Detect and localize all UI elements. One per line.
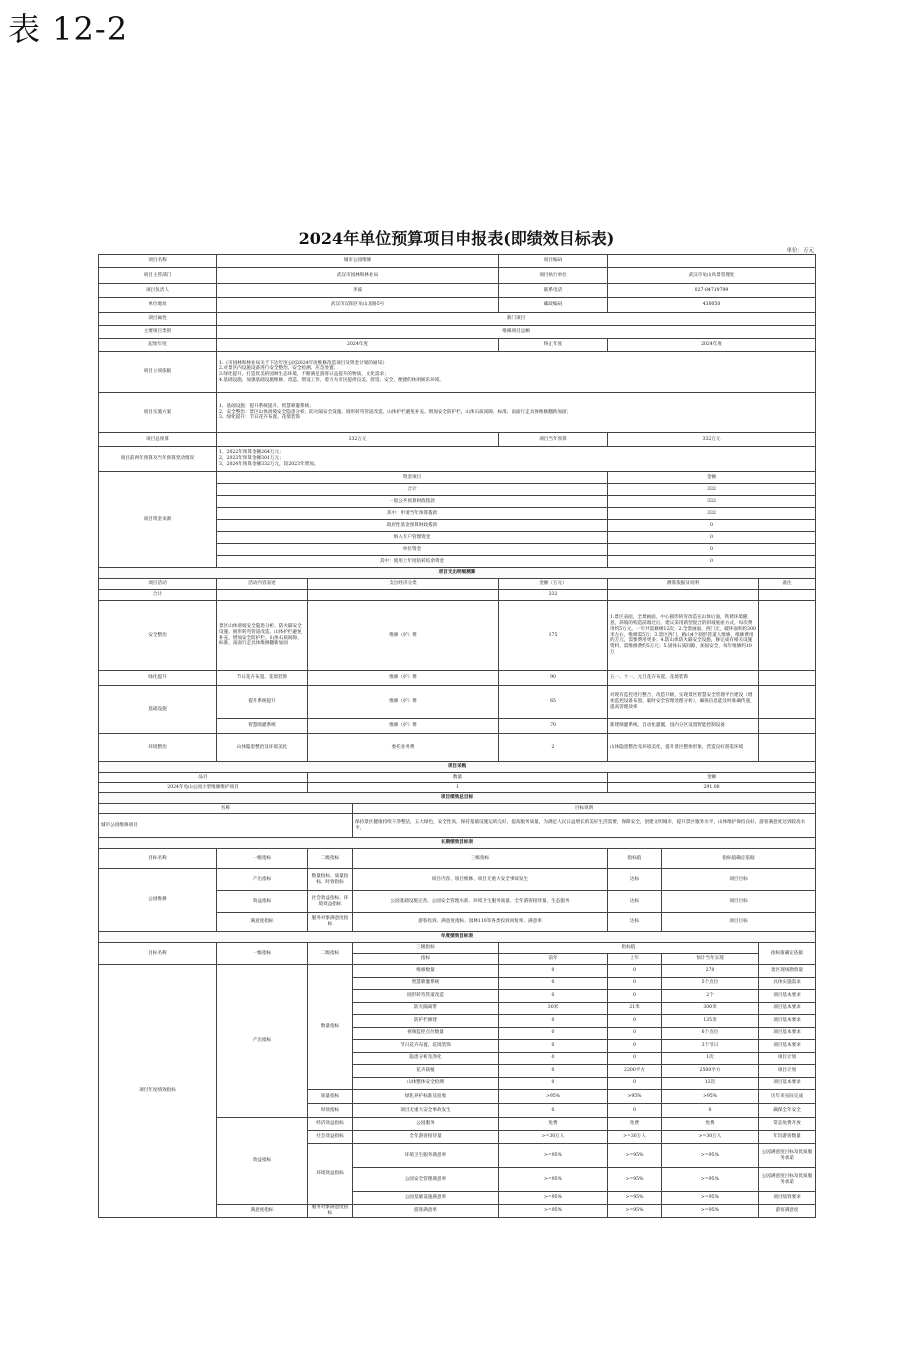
label: 项目名称 <box>99 255 217 268</box>
section-heading <box>99 793 816 804</box>
basis: 景区现场勘察量 <box>759 965 816 978</box>
header: 目标说明 <box>353 804 816 814</box>
level1: 产出指标 <box>217 869 308 891</box>
prev1: 0 <box>608 1015 662 1028</box>
prev1: >=30万人 <box>608 1131 662 1144</box>
amount: 0 <box>608 556 816 568</box>
metric: 花卉栽植 <box>353 1065 499 1078</box>
header: 指标值 <box>608 849 662 869</box>
product-header <box>99 773 816 783</box>
header: 名称 <box>99 804 353 814</box>
value <box>608 255 816 268</box>
metric: 防护栏修建 <box>353 1015 499 1028</box>
level2: 时效指标 <box>308 1104 353 1118</box>
basis: 项目目标 <box>662 913 816 932</box>
basis: 公园满意度目标及优质服务承诺 <box>759 1168 816 1192</box>
prev1: 0 <box>608 1027 662 1040</box>
section-title: 长期绩效目标表 <box>99 838 816 849</box>
item: 政府性基金预算财政拨款 <box>217 520 608 532</box>
basis: 项目目标 <box>662 891 816 913</box>
header: 数量 <box>308 773 608 783</box>
current: >=95% <box>662 1168 759 1192</box>
value: 李波 <box>217 284 499 298</box>
dept-row <box>99 326 816 339</box>
prev2: 0 <box>499 977 608 990</box>
basis: 具体实施需求 <box>759 977 816 990</box>
detail-row <box>99 686 816 719</box>
longterm-row <box>99 869 816 891</box>
level3: 公园基础设施完善、公园安全管理水准、环境卫生服务质量、全年游客接待量、生态服务 <box>353 891 608 913</box>
level2: 服务对象满意度指标 <box>308 1205 353 1218</box>
line: 3、绿化提升：节日花卉布置、花境装饰 <box>219 415 301 421</box>
section-heading <box>99 762 816 773</box>
value: 达标 <box>608 913 662 932</box>
prev1: >=95% <box>608 1192 662 1205</box>
prev1: 0 <box>608 1104 662 1118</box>
current: >=95% <box>662 1205 759 1218</box>
header: 三级指标 <box>353 943 499 954</box>
metric: 绿化养护标准及验收 <box>353 1090 499 1104</box>
prev1: >=95% <box>608 1144 662 1168</box>
current: 0 <box>662 1104 759 1118</box>
amount: 70 <box>499 719 608 734</box>
header: 上年 <box>608 954 662 965</box>
header: 二级指标 <box>308 943 353 965</box>
value: 2024年度 <box>217 339 499 352</box>
basis: 历年来实际完成 <box>759 1090 816 1104</box>
level2: 服务对象满意度指标 <box>308 913 353 932</box>
prev2: 0 <box>499 1052 608 1065</box>
current: 270 <box>662 965 759 978</box>
annual-row <box>99 965 816 978</box>
value: 武汉市汉阳区龟山北路5号 <box>217 298 499 313</box>
prev1: 2200平方 <box>608 1065 662 1078</box>
header: 备注 <box>759 579 816 590</box>
basis: 确保全年安全 <box>759 1104 816 1118</box>
activity: 绿化提升 <box>99 671 217 686</box>
prev2: 0 <box>499 1015 608 1028</box>
item: 其中：使用上年度结转结余资金 <box>217 556 608 568</box>
level1: 满意度指标 <box>217 1205 308 1218</box>
current: >=95% <box>662 1192 759 1205</box>
plan-text <box>217 393 816 433</box>
header: 指标值确定依据 <box>759 943 816 965</box>
basis: 游客满意度 <box>759 1205 816 1218</box>
amount: 0 <box>608 544 816 556</box>
annual-header <box>99 943 816 954</box>
name: 城市公园维修项目 <box>99 814 353 838</box>
overview-row <box>99 352 816 393</box>
prev1: 0 <box>608 965 662 978</box>
amount: 0 <box>608 520 816 532</box>
prev2: 0 <box>499 1077 608 1090</box>
line: 3、2024年预算金额332万元，较2023年增加。 <box>219 461 319 467</box>
text: 保持景区健康持续干净整洁，五大绿色，安全性高，保持基础设施运转完好，提高服务质量，为满足人民日益增长的美好生活需要，保障安全，创建文明城市，提升景区服务水平，山体维护保持良好，游客满意度达到较高水平。 <box>353 814 816 838</box>
value: 430050 <box>608 298 816 313</box>
metric: 公园安全管理满意率 <box>353 1168 499 1192</box>
metric: 公园服务 <box>353 1118 499 1131</box>
prev1: 0 <box>608 977 662 990</box>
current: 12次 <box>662 1077 759 1090</box>
section-title: 项目采购 <box>99 762 816 773</box>
current: 免费 <box>662 1118 759 1131</box>
content: 景区山体滑坡安全隐患分析、防火隔安全设施、圆形转弯管道改造、山体护栏避免补充、增加安全防护栏、山体石质间隙、标准、南面行走具体维修翻新加固 <box>217 601 308 671</box>
value: 城市公园维修 <box>217 255 499 268</box>
value: 新门项目 <box>217 313 816 326</box>
amount: 332 <box>608 484 816 496</box>
label: 起始年度 <box>99 339 217 352</box>
amount: 291.00 <box>608 783 816 793</box>
value: 维修项目总额 <box>217 326 816 339</box>
funding-header <box>99 472 816 484</box>
item: 合计 <box>217 484 608 496</box>
class: 维修（护）费 <box>308 671 499 686</box>
prev1: 免费 <box>608 1118 662 1131</box>
basis: 项目计划 <box>759 1052 816 1065</box>
header: 项目活动 <box>99 579 217 590</box>
value: 2024年度 <box>608 339 816 352</box>
metric: 圆形转弯管道改造 <box>353 990 499 1003</box>
amount: 90 <box>499 671 608 686</box>
prev1: 0 <box>608 1052 662 1065</box>
basis: 对现有监控进行整合，改造升级，实现景区智慧安全管理平台建设（增加监控设备布置、临时安全管理处理分析），确保信息能及时准确传递，提高管理效率 <box>608 686 759 719</box>
level2: 数量指标、质量指标、时效指标 <box>308 869 353 891</box>
class: 委托业务费 <box>308 734 499 762</box>
metric: 山体整体安全检测 <box>353 1077 499 1090</box>
basic-row <box>99 298 816 313</box>
prev2: 0 <box>499 1027 608 1040</box>
performance-table <box>98 254 815 1218</box>
category-row <box>99 313 816 326</box>
prev2: 0 <box>499 965 608 978</box>
history-text <box>217 447 816 472</box>
current: >=30万人 <box>662 1131 759 1144</box>
value: 武汉市龟山风景管理处 <box>608 268 816 284</box>
detail-row <box>99 671 816 686</box>
activity: 基础设施 <box>99 686 217 734</box>
header: 一级指标 <box>217 943 308 965</box>
prev2: 0 <box>499 1040 608 1053</box>
activity: 环境整治 <box>99 734 217 762</box>
current: 1次 <box>662 1052 759 1065</box>
label: 项目主管部门 <box>99 268 217 284</box>
basis: 常态免费开放 <box>759 1118 816 1131</box>
prev2: >=30万人 <box>499 1131 608 1144</box>
prev1: 0 <box>608 1040 662 1053</box>
header: 指标值确定依据 <box>662 849 816 869</box>
prev2: >=95% <box>499 1144 608 1168</box>
name: 项目年度绩效指标 <box>99 965 217 1218</box>
basis: 项目计划 <box>759 1065 816 1078</box>
detail-header <box>99 579 816 590</box>
basis: 山体隐患整治及环境美化，提升景区整体形象，营造良好游览环境 <box>608 734 759 762</box>
basis: 项目基本要求 <box>759 1077 816 1090</box>
current: 2500平方 <box>662 1065 759 1078</box>
detail-row <box>99 734 816 762</box>
value: 332万元 <box>217 433 499 447</box>
basic-row <box>99 284 816 298</box>
header: 测算依据及说明 <box>608 579 759 590</box>
basic-row <box>99 255 816 268</box>
header: 前年 <box>499 954 608 965</box>
value: 332万元 <box>608 433 816 447</box>
header: 目标名称 <box>99 943 217 965</box>
value: 达标 <box>608 869 662 891</box>
amount: 332 <box>499 590 608 601</box>
label: 项目编码 <box>499 255 608 268</box>
prev1: >=95% <box>608 1205 662 1218</box>
label: 联系电话 <box>499 284 608 298</box>
basis: 年均游客数量 <box>759 1131 816 1144</box>
line: 2.对景区内设施设备进行安全整治、安全检测、应急处置； <box>219 366 339 372</box>
current: 135米 <box>662 1015 759 1028</box>
level3: 游客投诉、满意度指标、园林110等各类投诉回复率、满意率 <box>353 913 608 932</box>
metric: 维修数量 <box>353 965 499 978</box>
content: 提升系统提升 <box>217 686 308 719</box>
basis: 五一、十一、元旦花卉布置、花境装饰 <box>608 671 759 686</box>
prev1: >=95% <box>608 1168 662 1192</box>
metric: 公园基础设施满意率 <box>353 1192 499 1205</box>
item: 其中：申请当年预算拨款 <box>217 508 608 520</box>
level2: 质量指标 <box>308 1090 353 1104</box>
class: 维修（护）费 <box>308 686 499 719</box>
section-heading <box>99 932 816 943</box>
prev1: 0 <box>608 1077 662 1090</box>
basis: 项目基本要求 <box>759 1002 816 1015</box>
metric: 项目无重大安全事故发生 <box>353 1104 499 1118</box>
label: 项目资金来源 <box>99 472 217 568</box>
header: 预计当年实现 <box>662 954 759 965</box>
prev2: 30米 <box>499 1002 608 1015</box>
level2: 经济效益指标 <box>308 1118 353 1131</box>
label: 项目属性 <box>99 313 217 326</box>
line: 4.基础设施、加强基础设施维修、改造、增设工作，着力为市民提供良美、舒适、安全、便捷的休闲娱乐环境。 <box>219 377 444 383</box>
value: 达标 <box>608 891 662 913</box>
header: 金额 <box>608 472 816 484</box>
prev1: 21米 <box>608 1002 662 1015</box>
amount: 0 <box>608 532 816 544</box>
header: 资金项目 <box>217 472 608 484</box>
header: 一级指标 <box>217 849 308 869</box>
section-title: 年度绩效目标表 <box>99 932 816 943</box>
basis: 项目目标 <box>662 869 816 891</box>
amount: 175 <box>499 601 608 671</box>
line: 3.绿化提升，打造优美的园林生态环境，不断满足游客日益提升的物质、文化需求； <box>219 372 389 377</box>
basis: 项目基本要求 <box>759 1027 816 1040</box>
amount: 2 <box>499 734 608 762</box>
label: 项目当年预算 <box>499 433 608 447</box>
document-title: 2024年单位预算项目申报表(即绩效目标表) <box>298 229 615 248</box>
longterm-header <box>99 849 816 869</box>
content: 山体隐患整治及环境美化 <box>217 734 308 762</box>
label: 主要项目类别 <box>99 326 217 339</box>
prev2: 0 <box>499 1065 608 1078</box>
metric: 防火隔离带 <box>353 1002 499 1015</box>
line: 1、基础设施：提升系统提升、智慧喷灌系统； <box>219 403 314 409</box>
level2: 数量指标 <box>308 965 353 1090</box>
level2: 社会效益指标 <box>308 1131 353 1144</box>
value: 武汉市园林和林业局 <box>217 268 499 284</box>
prev2: 0 <box>499 990 608 1003</box>
plan-row <box>99 393 816 433</box>
class: 维修（护）费 <box>308 719 499 734</box>
item: 单位资金 <box>217 544 608 556</box>
basis: 公园满意度目标及优质服务承诺 <box>759 1144 816 1168</box>
prev2: >=95% <box>499 1168 608 1192</box>
label: 终止年度 <box>499 339 608 352</box>
label: 项目实施方案 <box>99 393 217 433</box>
label: 项目总预算 <box>99 433 217 447</box>
metric: 环境卫生服务满意率 <box>353 1144 499 1168</box>
unit-note: 单位：万元 <box>786 248 814 254</box>
section-title: 项目绩效总目标 <box>99 793 816 804</box>
level1: 满意度指标 <box>217 913 308 932</box>
prev2: >=95% <box>499 1192 608 1205</box>
level1: 效益指标 <box>217 891 308 913</box>
item: 2024年龟山公园小型维修维护项目 <box>99 783 308 793</box>
label: 项目立项依据 <box>99 352 217 393</box>
header: 品目 <box>99 773 308 783</box>
amount: 65 <box>499 686 608 719</box>
level3: 项目内容、项目维修、项目无重大安全事故发生 <box>353 869 608 891</box>
prev2: 免费 <box>499 1118 608 1131</box>
label: 项目前两年预算及当年预算变动情况 <box>99 447 217 472</box>
product-row <box>99 783 816 793</box>
basis: 项目基本要求 <box>759 1015 816 1028</box>
metric: 隐患分析及净化 <box>353 1052 499 1065</box>
section-heading <box>99 568 816 579</box>
label: 项目负责人 <box>99 284 217 298</box>
label: 单位地址 <box>99 298 217 313</box>
prev1: 0 <box>608 990 662 1003</box>
line: 1、2022年预算金额264万元； <box>219 450 284 456</box>
current: 2个 <box>662 990 759 1003</box>
overview-text <box>217 352 816 393</box>
level1: 效益指标 <box>217 1118 308 1205</box>
metric: 智慧喷灌系统 <box>353 977 499 990</box>
header: 活动内容表述 <box>217 579 308 590</box>
amount: 332 <box>608 496 816 508</box>
activity: 安全整治 <box>99 601 217 671</box>
content: 节日花卉布置、花境装饰 <box>217 671 308 686</box>
header: 指标 <box>353 954 499 965</box>
prev2: 0 <box>499 1104 608 1118</box>
header: 二级指标 <box>308 849 353 869</box>
basis: 项目基本要求 <box>759 1040 816 1053</box>
line: 1.《市园林和林业局关于下达年度公园2024年度维修改造项目及资金计划的通知》 <box>219 360 387 366</box>
section-title: 项目支出明细测算 <box>99 568 816 579</box>
metric: 游客满意率 <box>353 1205 499 1218</box>
current: 6个点位 <box>662 1027 759 1040</box>
level2: 环境效益指标 <box>308 1144 353 1205</box>
metric: 节日花卉布置、花境装饰 <box>353 1040 499 1053</box>
name: 公园维修 <box>99 869 217 932</box>
header: 指标值 <box>499 943 759 954</box>
header: 三级指标 <box>353 849 608 869</box>
detail-total <box>99 590 816 601</box>
current: 5个点位 <box>662 977 759 990</box>
label: 合计 <box>99 590 217 601</box>
basis: 新建喷灌系统，自动化灌溉，园内分区设置智能控制设备 <box>608 719 759 734</box>
level2: 社会效益指标、环境效益指标 <box>308 891 353 913</box>
current: >=95% <box>662 1144 759 1168</box>
class: 维修（护）费 <box>308 601 499 671</box>
detail-row <box>99 601 816 671</box>
overall-header <box>99 804 816 814</box>
level1: 产出指标 <box>217 965 308 1118</box>
header: 支出经济分类 <box>308 579 499 590</box>
prev2: >=95% <box>499 1205 608 1218</box>
history-row <box>99 447 816 472</box>
section-heading <box>99 838 816 849</box>
qty: 1 <box>308 783 608 793</box>
current: 300米 <box>662 1002 759 1015</box>
content: 智慧喷灌系统 <box>217 719 308 734</box>
basis: 项目绩效要求 <box>759 1192 816 1205</box>
current: 3个节日 <box>662 1040 759 1053</box>
period-row <box>99 339 816 352</box>
item: 纳入专户管理资金 <box>217 532 608 544</box>
overall-row <box>99 814 816 838</box>
line: 2、安全整治：景区山体滑坡安全隐患分析、防火隔安全设施、圆形转弯管道改造、山体护栏避免补充、增加安全防护栏、山体石质间隙、标准、南面行走具体维修翻新加固； <box>219 409 572 415</box>
current: >95% <box>662 1090 759 1104</box>
metric: 全年游客接待量 <box>353 1131 499 1144</box>
basic-row <box>99 268 816 284</box>
header: 金额（万元） <box>499 579 608 590</box>
basis: 1.景区表面，全景画面，中心圆形转弯改造在山体后面，铁锈环境随意，斜坡的构造前端过后，建议采用新型混合的斜坡底座方式，每次费用约5万元。一年共需修缮12次；2.全景画面，西门无，破坏面积约300米左右，维修需5万；3.景区西门，路山4个圆形管道人维修，维修费用约万元，需要费用更多；4.防山体防火隔安全设施，修完成有相关设施资料，需维修费约5万元；5.固体石质间隙，加固安全、每年维修约10万 <box>608 601 759 671</box>
header: 目标名称 <box>99 849 217 869</box>
prev1: >95% <box>608 1090 662 1104</box>
prev2: >95% <box>499 1090 608 1104</box>
value: 027-84719799 <box>608 284 816 298</box>
basis: 项目基本要求 <box>759 990 816 1003</box>
metric: 视频监控点位数量 <box>353 1027 499 1040</box>
line: 2、2023年预算金额301万元； <box>219 456 284 462</box>
page-label: 表 12-2 <box>8 10 129 48</box>
header: 金额 <box>608 773 816 783</box>
label: 邮政编码 <box>499 298 608 313</box>
total-row <box>99 433 816 447</box>
amount: 332 <box>608 508 816 520</box>
label: 项目执行单位 <box>499 268 608 284</box>
item: 一般公共预算财政拨款 <box>217 496 608 508</box>
